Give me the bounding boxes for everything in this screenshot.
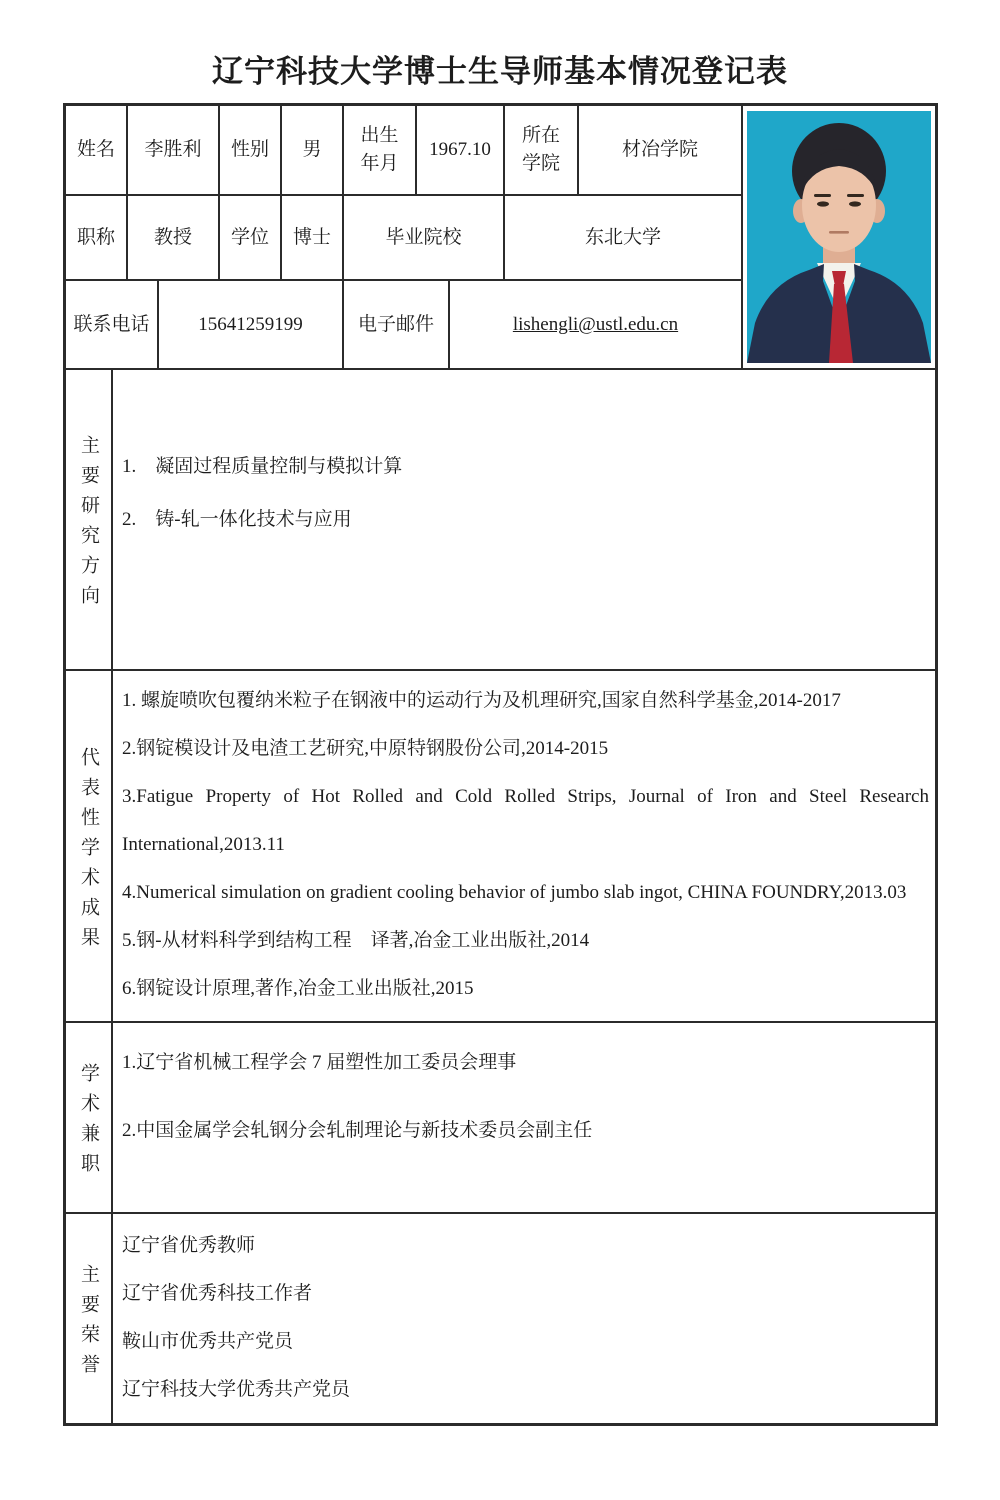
section-posts xyxy=(66,1023,935,1214)
name-label: 姓名 xyxy=(66,106,128,194)
section-label-research: 主要研究方向 xyxy=(66,370,113,669)
list-item: 辽宁科技大学优秀共产党员 xyxy=(122,1379,351,1400)
section-content-posts xyxy=(113,1023,935,1212)
page-title: 辽宁科技大学博士生导师基本情况登记表 xyxy=(212,54,788,89)
list-item: 2.钢锭模设计及电渣工艺研究,中原特钢股份公司,2014-2015 xyxy=(122,738,609,759)
gender-label: 性别 xyxy=(220,106,282,194)
section-label-posts: 学术兼职 xyxy=(66,1023,113,1212)
phone-value: 15641259199 xyxy=(159,281,344,368)
list-item: 辽宁省优秀教师 xyxy=(122,1235,256,1256)
list-item: 2. 铸-轧一体化技术与应用 xyxy=(122,509,352,530)
form-table xyxy=(63,103,938,1426)
list-item: 辽宁省优秀科技工作者 xyxy=(122,1283,313,1304)
section-content-honors xyxy=(113,1214,935,1423)
list-item: 鞍山市优秀共产党员 xyxy=(122,1331,294,1352)
list-item: 4.Numerical simulation on gradient cooling behavior of jumbo slab ingot, CHINA FOUNDRY,2013.03 xyxy=(122,882,907,903)
section-label-honors: 主要荣誉 xyxy=(66,1214,113,1423)
list-item: 6.钢锭设计原理,著作,冶金工业出版社,2015 xyxy=(122,978,474,999)
portrait-photo xyxy=(747,111,931,363)
degree-label: 学位 xyxy=(220,196,282,279)
section-achievements xyxy=(66,671,935,1023)
table-row xyxy=(66,106,741,196)
gender-value: 男 xyxy=(282,106,344,194)
list-item: 1.辽宁省机械工程学会 7 届塑性加工委员会理事 xyxy=(122,1052,517,1073)
school-value: 东北大学 xyxy=(584,226,661,248)
email-label: 电子邮件 xyxy=(344,281,450,368)
section-content-achievements xyxy=(113,671,935,1021)
name-value: 李胜利 xyxy=(128,106,220,194)
degree-value: 博士 xyxy=(282,196,344,279)
phone-label: 联系电话 xyxy=(66,281,159,368)
email-link[interactable]: lishengli@ustl.edu.cn xyxy=(512,313,679,335)
school-label: 毕业院校 xyxy=(344,196,505,279)
college-label: 所在学院 xyxy=(505,106,579,194)
list-item: 3.Fatigue Property of Hot Rolled and Cold Rolled Strips, Journal of Iron and Steel Research xyxy=(122,786,929,807)
photo-cell xyxy=(743,106,935,368)
jobtitle-value: 教授 xyxy=(128,196,220,279)
list-item: 2.中国金属学会轧钢分会轧制理论与新技术委员会副主任 xyxy=(122,1120,593,1141)
section-research xyxy=(66,370,935,671)
table-row xyxy=(66,196,741,281)
section-label-achievements: 代表性学术成果 xyxy=(66,671,113,1021)
email-cell xyxy=(450,281,741,368)
list-item: 1. 凝固过程质量控制与模拟计算 xyxy=(122,456,403,477)
section-content-research xyxy=(113,370,935,669)
section-honors xyxy=(66,1214,935,1423)
college-value: 材冶学院 xyxy=(621,139,698,161)
birth-value: 1967.10 xyxy=(417,106,505,194)
info-grid xyxy=(66,106,743,368)
birth-label: 出生年月 xyxy=(344,106,417,194)
list-item-continuation: International,2013.11 xyxy=(122,834,285,855)
table-row xyxy=(66,281,741,368)
jobtitle-label: 职称 xyxy=(66,196,128,279)
list-item: 1. 螺旋喷吹包覆纳米粒子在钢液中的运动行为及机理研究,国家自然科学基金,2014-2017 xyxy=(122,690,841,711)
list-item: 5.钢-从材料科学到结构工程 译著,冶金工业出版社,2014 xyxy=(122,930,590,951)
info-block xyxy=(66,106,935,370)
